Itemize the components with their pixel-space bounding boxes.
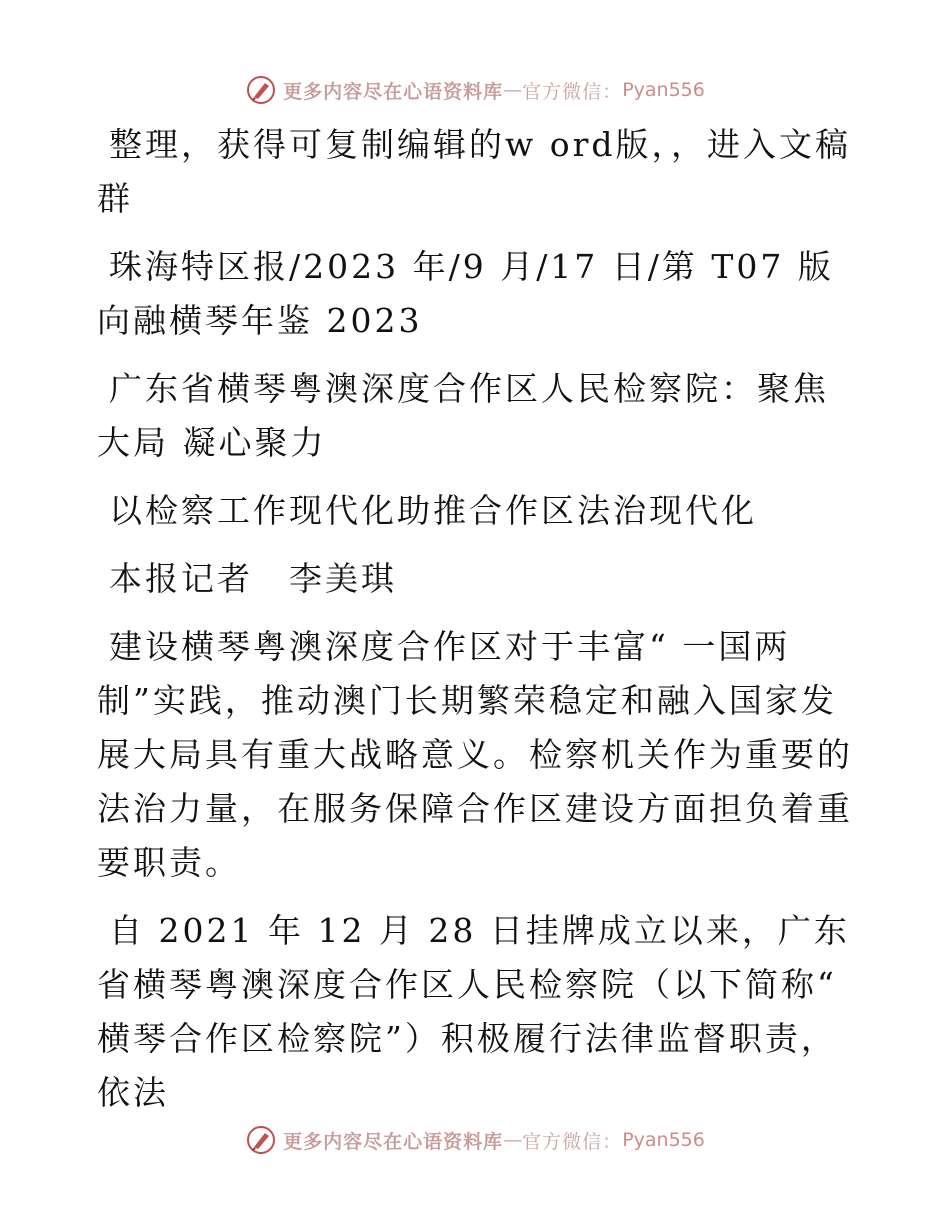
source-line: 珠海特区报/2023 年/9 月/17 日/第 T07 版向融横琴年鉴 2023 (97, 247, 834, 340)
watermark-dash: — (503, 1129, 523, 1151)
watermark-official-label: 官方微信： (522, 80, 623, 103)
footer-watermark (0, 1120, 950, 1160)
article-subtitle: 以检察工作现代化助推合作区法治现代化 (109, 491, 757, 530)
intro-line: 整理，获得可复制编辑的w ord版，，进入文稿群 (97, 125, 852, 218)
watermark-wechat-id: Pyan556 (622, 1129, 705, 1151)
article-title: 广东省横琴粤澳深度合作区人民检察院：聚焦大局 凝心聚力 (97, 369, 829, 462)
watermark-main-text: 更多内容尽在心语资料库 (283, 1130, 504, 1153)
body-paragraph: 自 2021 年 12 月 28 日挂牌成立以来，广东省横琴粤澳深度合作区人民检察院（以下简称“ 横琴合作区检察院”）积极履行法律监督职责，依法 (97, 911, 850, 1112)
watermark-wechat-id: Pyan556 (622, 79, 705, 101)
watermark-main-text: 更多内容尽在心语资料库 (283, 80, 504, 103)
pen-logo-icon (245, 74, 277, 106)
body-paragraph: 建设横琴粤澳深度合作区对于丰富“ 一国两制”实践，推动澳门长期繁荣稳定和融入国家发展大局具有重大战略意义。检察机关作为重要的法治力量，在服务保障合作区建设方面担负着重要职责。 (97, 627, 853, 882)
watermark-dash: — (503, 79, 523, 101)
byline: 本报记者 李美琪 (109, 559, 397, 598)
header-watermark (0, 70, 950, 110)
document-body (97, 118, 857, 1134)
watermark-official-label: 官方微信： (522, 1130, 623, 1153)
pen-logo-icon (245, 1124, 277, 1156)
